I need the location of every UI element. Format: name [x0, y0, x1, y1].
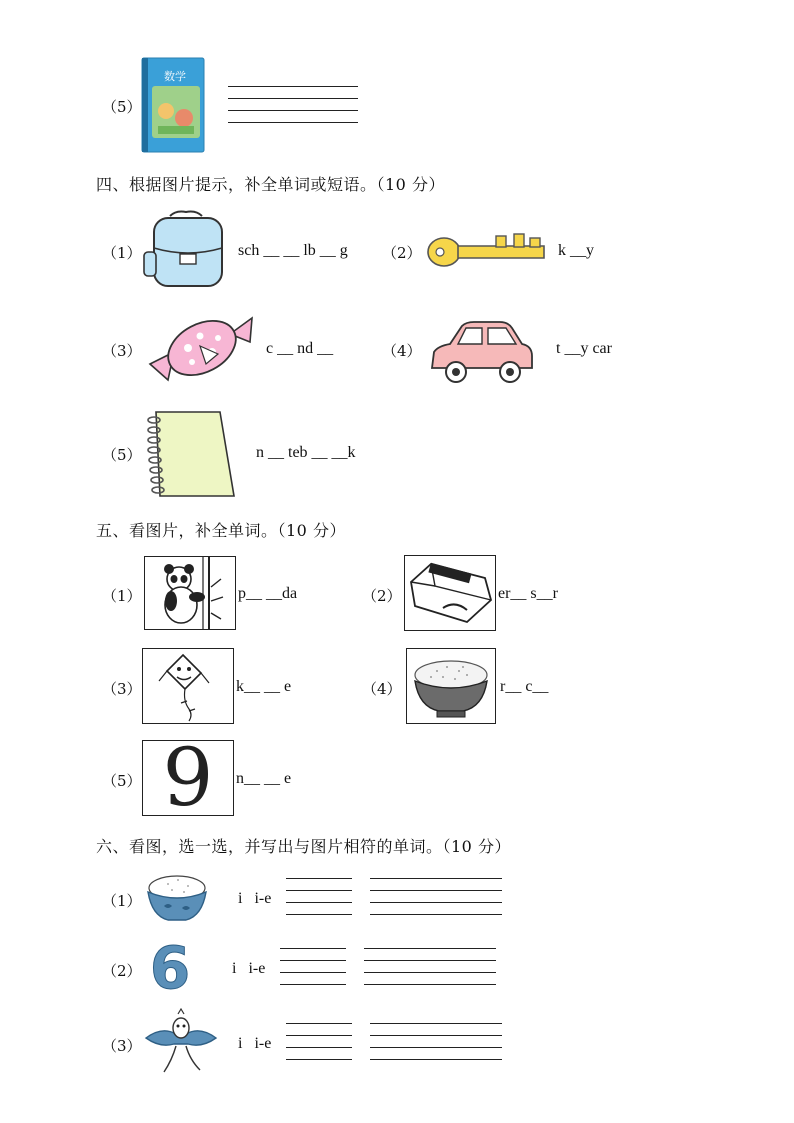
item-number: （2）: [102, 962, 142, 980]
item-number: （1）: [102, 244, 142, 262]
item-number: （5）: [102, 772, 142, 790]
kite-bird-icon: [142, 1008, 220, 1078]
item-number: （2）: [362, 587, 402, 605]
item-number: （3）: [102, 342, 142, 360]
item-number: （4）: [382, 342, 422, 360]
fill-word: er__ s__r: [498, 585, 558, 602]
eraser-icon: [404, 555, 496, 631]
fill-word: t __y car: [556, 340, 612, 357]
digit-six: 6: [149, 934, 191, 1002]
fill-word: r__ c__: [500, 678, 549, 695]
item-number: （1）: [102, 587, 142, 605]
fill-word: c __ nd __: [266, 340, 334, 357]
item-number: （1）: [102, 892, 142, 910]
notebook-icon: [142, 408, 236, 500]
item-number: （2）: [382, 244, 422, 262]
math-book-icon: [140, 56, 208, 156]
six-icon: [149, 934, 191, 1002]
fill-word: p__ __da: [238, 585, 298, 602]
nine-icon: [142, 731, 234, 824]
schoolbag-icon: [140, 208, 232, 290]
item-number: （5）: [102, 98, 142, 116]
key-icon: [426, 228, 548, 272]
rice-bowl-icon: [144, 868, 210, 926]
candy-icon: [146, 308, 256, 386]
choice-options: i i-e: [232, 960, 266, 977]
toy-car-icon: [428, 318, 536, 386]
choice-options: i i-e: [238, 1035, 272, 1052]
item-number: （3）: [102, 1037, 142, 1055]
fill-word: k__ __ e: [236, 678, 292, 695]
book-title: 数学: [164, 70, 186, 83]
item-number: （4）: [362, 680, 402, 698]
fill-word: n__ __ e: [236, 770, 292, 787]
item-number: （3）: [102, 680, 142, 698]
rice-bowl-icon: [406, 648, 496, 724]
choice-options: i i-e: [238, 890, 272, 907]
section6-heading: 六、看图，选一选，并写出与图片相符的单词。（10 分）: [96, 837, 511, 856]
item-number: （5）: [102, 446, 142, 464]
section4-heading: 四、根据图片提示，补全单词或短语。（10 分）: [96, 175, 445, 194]
panda-icon: [144, 556, 236, 630]
fill-word: k __y: [558, 242, 594, 259]
fill-word: n __ teb __ __k: [256, 444, 356, 461]
fill-word: sch __ __ lb __ g: [238, 242, 348, 259]
digit-nine: 9: [162, 731, 214, 824]
kite-icon: [142, 648, 234, 724]
section5-heading: 五、看图片，补全单词。（10 分）: [96, 521, 346, 540]
